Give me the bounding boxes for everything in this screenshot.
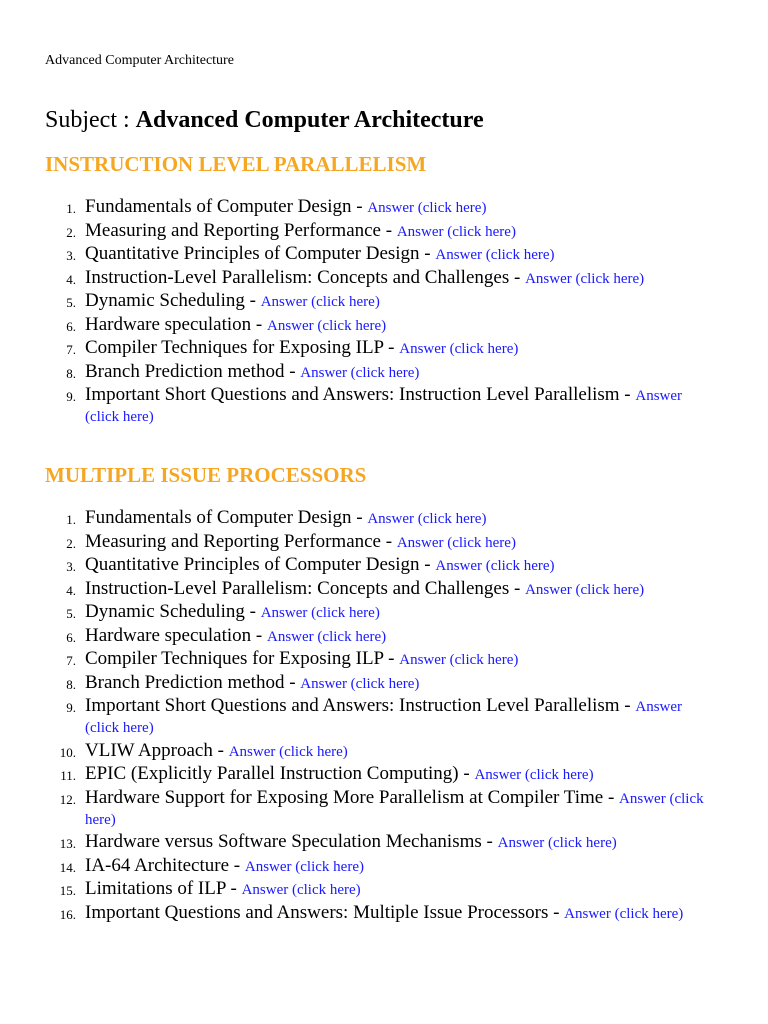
list-item-topic: Important Short Questions and Answers: Instruction Level Parallelism - [85,384,636,405]
list-item-number: 2. [66,224,76,240]
topic-list-multiple-issue [0,508,768,926]
answer-link[interactable]: Answer (click here) [396,534,516,551]
list-item [0,221,768,242]
list-item-topic: Fundamentals of Computer Design - [85,196,368,217]
subject-label: Subject : [45,107,136,133]
list-item-topic: Compiler Techniques for Exposing ILP - [85,648,400,669]
list-item-topic: EPIC (Explicitly Parallel Instruction Computing) - [85,763,475,784]
list-item-number: 15. [59,883,76,898]
answer-link[interactable]: Answer (click here) [260,294,380,310]
answer-link[interactable]: Answer (click here) [399,341,519,357]
list-item-number: 4. [66,582,76,598]
list-item-number: 3. [66,559,76,574]
list-item-number: 3. [66,248,76,263]
answer-link[interactable]: Answer (click here) [267,317,387,334]
list-item-number: 14. [59,859,76,875]
answer-link[interactable]: Answer (click here) [228,743,348,760]
list-item-number: 8. [66,676,76,692]
list-item-topic: Important Short Questions and Answers: Instruction Level Parallelism - [85,695,636,716]
section-heading-ilp: INSTRUCTION LEVEL PARALLELISM [45,152,427,176]
list-item-topic: Important Questions and Answers: Multiple Issue Processors - [85,901,565,923]
list-item-topic: Measuring and Reporting Performance - [85,530,397,552]
list-item-topic: Instruction-Level Parallelism: Concepts and Challenges - [85,266,526,288]
list-item [0,244,768,265]
list-item [0,879,768,900]
list-item-number: 7. [66,342,76,357]
answer-link[interactable]: Answer (click here) [241,882,361,898]
answer-link[interactable]: Answer (click here) [435,247,555,263]
list-item-number: 10. [59,744,76,760]
list-item-number: 5. [66,606,76,621]
list-item [0,741,768,762]
list-item-topic: Hardware speculation - [85,313,268,335]
list-item-topic: Fundamentals of Computer Design - [85,507,368,528]
list-item [0,291,768,312]
answer-link[interactable]: Answer (click here) [367,511,487,527]
section-heading-multiple-issue: MULTIPLE ISSUE PROCESSORS [45,463,367,487]
list-item-number: 5. [66,295,76,310]
list-item [0,197,768,218]
list-item [0,362,768,383]
answer-link[interactable]: Answer (click here) [85,699,683,736]
list-item-topic: IA-64 Architecture - [85,854,245,876]
list-item [0,626,768,647]
list-item [0,385,768,427]
list-item-topic: Dynamic Scheduling - [85,290,261,311]
answer-link[interactable]: Answer (click here) [267,628,387,645]
list-item-number: 13. [59,836,76,851]
answer-link[interactable]: Answer (click here) [564,905,684,922]
page-header-title: Advanced Computer Architecture [45,53,234,68]
list-item [0,649,768,670]
list-item-number: 9. [66,389,76,404]
answer-link[interactable]: Answer (click here) [396,223,516,240]
subject-line [45,105,484,135]
list-item-number: 12. [59,791,76,807]
list-item-number: 1. [66,201,76,216]
list-item-number: 2. [66,535,76,551]
list-item-topic: VLIW Approach - [85,739,229,761]
list-item [0,338,768,359]
answer-link[interactable]: Answer (click here) [399,652,519,668]
answer-link[interactable]: Answer (click here) [85,790,704,828]
list-item [0,856,768,877]
list-item-topic: Measuring and Reporting Performance - [85,219,397,241]
answer-link[interactable]: Answer (click here) [525,581,645,598]
list-item [0,673,768,694]
list-item-number: 9. [66,700,76,715]
list-item-topic: Dynamic Scheduling - [85,601,261,622]
list-item-number: 7. [66,653,76,668]
list-item [0,602,768,623]
answer-link[interactable]: Answer (click here) [300,364,420,381]
list-item-topic: Instruction-Level Parallelism: Concepts and Challenges - [85,577,526,599]
answer-link[interactable]: Answer (click here) [300,675,420,692]
answer-link[interactable]: Answer (click here) [474,767,594,783]
list-item [0,315,768,336]
list-item-number: 6. [66,318,76,334]
list-item [0,696,768,738]
topic-list-ilp [0,197,768,430]
answer-link[interactable]: Answer (click here) [525,270,645,287]
list-item [0,268,768,289]
list-item [0,508,768,529]
list-item [0,903,768,924]
answer-link[interactable]: Answer (click here) [85,388,683,425]
list-item [0,764,768,785]
list-item-topic: Branch Prediction method - [85,671,301,693]
answer-link[interactable]: Answer (click here) [367,200,487,216]
list-item [0,532,768,553]
list-item-topic: Quantitative Principles of Computer Design - [85,554,436,575]
answer-link[interactable]: Answer (click here) [497,835,617,851]
answer-link[interactable]: Answer (click here) [260,605,380,621]
list-item-number: 16. [59,906,76,922]
list-item-topic: Hardware versus Software Speculation Mechanisms - [85,831,498,852]
list-item [0,788,768,830]
list-item-topic: Compiler Techniques for Exposing ILP - [85,337,400,358]
subject-name: Advanced Computer Architecture [135,107,484,133]
list-item-number: 11. [60,768,76,783]
answer-link[interactable]: Answer (click here) [244,858,364,875]
list-item-number: 8. [66,365,76,381]
list-item-topic: Hardware Support for Exposing More Parallelism at Compiler Time - [85,786,620,808]
list-item [0,832,768,853]
list-item-topic: Branch Prediction method - [85,360,301,382]
answer-link[interactable]: Answer (click here) [435,558,555,574]
list-item [0,579,768,600]
list-item-number: 1. [66,512,76,527]
list-item-number: 4. [66,271,76,287]
list-item [0,555,768,576]
list-item-topic: Hardware speculation - [85,624,268,646]
list-item-topic: Limitations of ILP - [85,878,242,899]
list-item-topic: Quantitative Principles of Computer Design - [85,243,436,264]
list-item-number: 6. [66,629,76,645]
